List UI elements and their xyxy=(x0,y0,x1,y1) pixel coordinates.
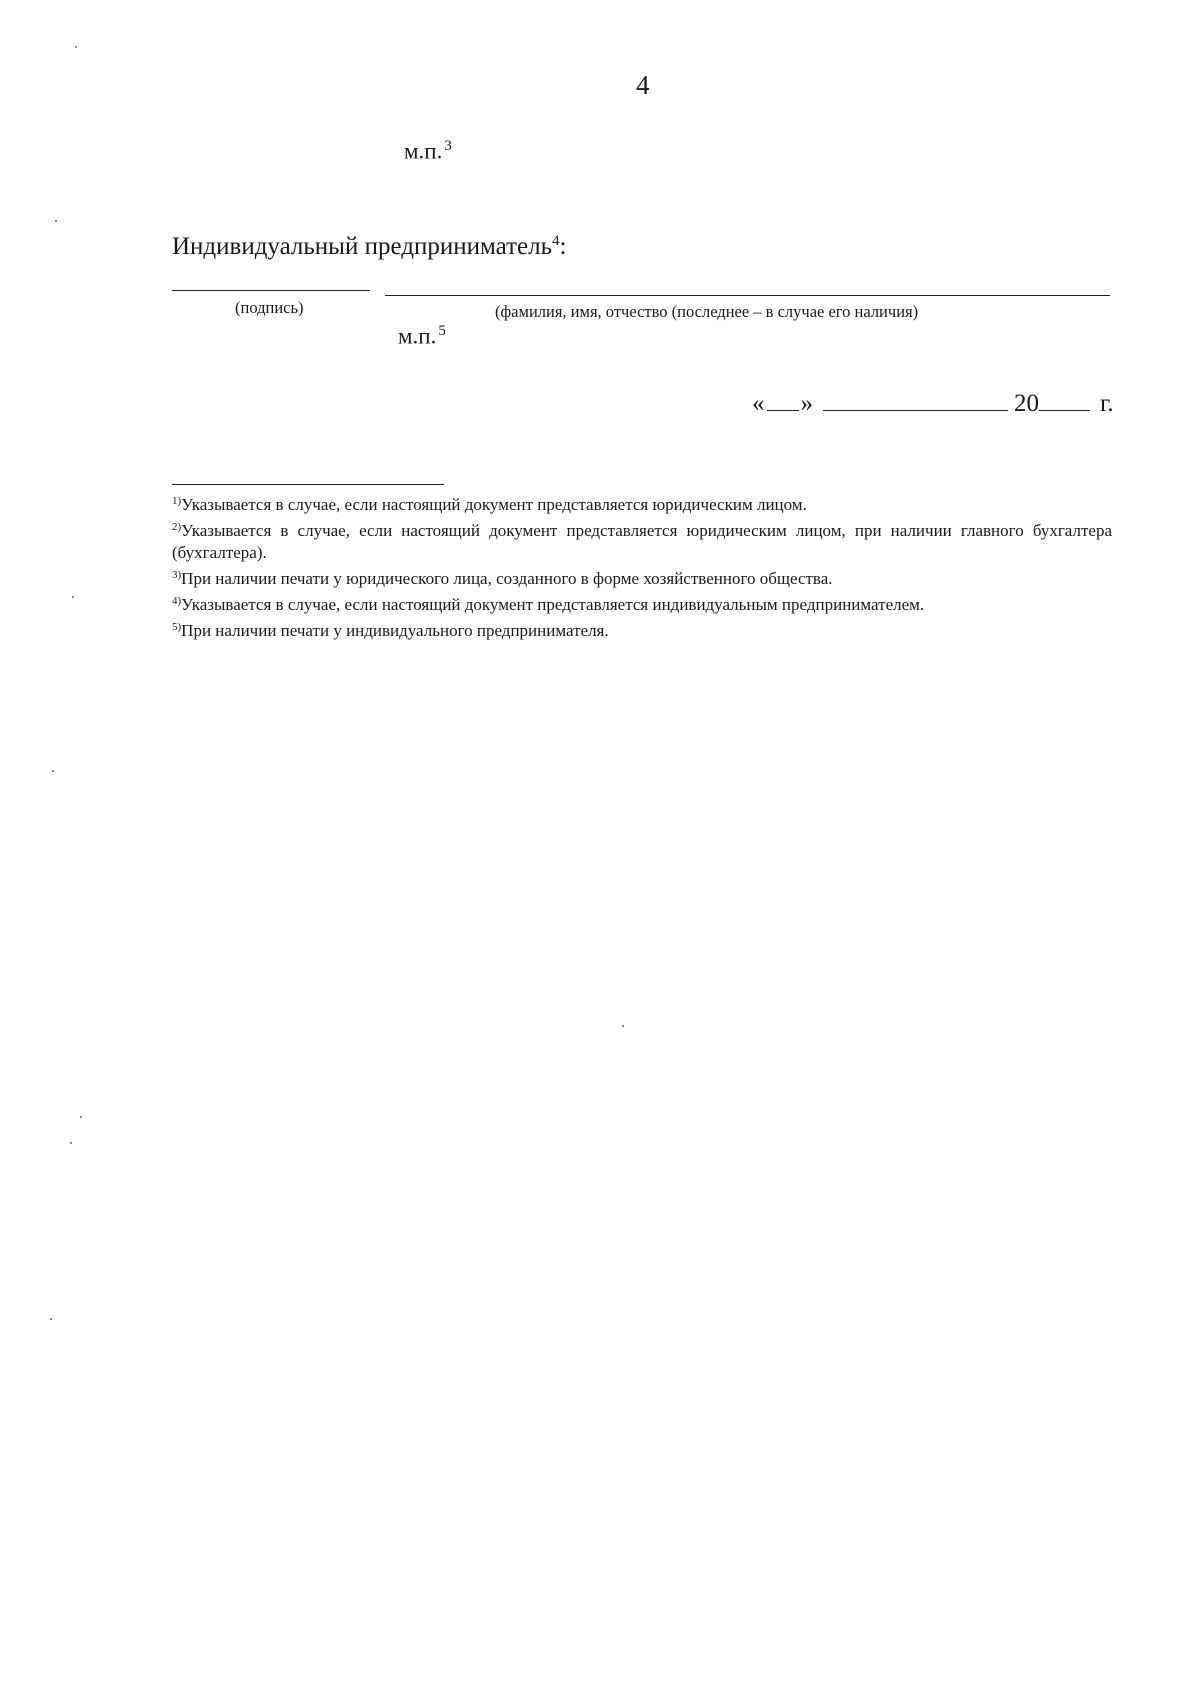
full-name-line xyxy=(385,295,1110,296)
stamp-place-legal-entity xyxy=(404,138,452,164)
year-blank xyxy=(1039,409,1090,411)
scan-speck xyxy=(70,1142,72,1144)
footnote-3 xyxy=(172,564,1112,590)
footnote-ref: 5 xyxy=(438,323,446,339)
footnote-4 xyxy=(172,590,1112,616)
footnote-text: Указывается в случае, если настоящий документ представляется юридическим лицом. xyxy=(181,495,807,515)
heading-text: Индивидуальный предприниматель xyxy=(172,233,552,260)
footnote-text: Указывается в случае, если настоящий документ представляется юридическим лицом, при наличии главного бухгалтера (бухгалтера). xyxy=(172,521,1112,563)
stamp-place-entrepreneur xyxy=(398,323,446,349)
open-quote: « xyxy=(752,390,765,417)
scan-speck xyxy=(50,1318,52,1320)
full-name-caption: (фамилия, имя, отчество (последнее – в случае его наличия) xyxy=(495,302,919,321)
footnote-number: 2) xyxy=(172,521,182,534)
date-line xyxy=(752,390,1114,418)
footnote-number: 3) xyxy=(172,569,182,582)
footnote-ref: 3 xyxy=(444,138,452,154)
signature-caption: (подпись) xyxy=(235,298,304,317)
footnote-text: При наличии печати у индивидуального предпринимателя. xyxy=(181,621,609,641)
day-blank xyxy=(767,409,799,411)
footnote-number: 1) xyxy=(172,495,182,507)
stamp-label: м.п. xyxy=(404,138,443,164)
footnote-number: 4) xyxy=(172,595,182,608)
scan-speck xyxy=(80,1116,82,1118)
scan-speck xyxy=(52,770,54,772)
year-suffix: г. xyxy=(1100,390,1114,417)
footnote-ref: 4 xyxy=(551,233,560,249)
footnote-separator xyxy=(172,484,444,485)
heading-colon: : xyxy=(559,233,567,260)
footnote-1 xyxy=(172,490,1112,516)
page-number: 4 xyxy=(636,70,650,100)
footnote-number: 5) xyxy=(172,621,182,634)
stamp-label: м.п. xyxy=(398,323,437,349)
scan-speck xyxy=(75,46,77,48)
scan-speck xyxy=(55,220,57,222)
month-blank xyxy=(823,409,1008,411)
scan-speck xyxy=(72,596,74,598)
signature-line xyxy=(172,290,370,291)
footnote-5 xyxy=(172,616,1112,642)
footnote-text: При наличии печати у юридического лица, созданного в форме хозяйственного общества. xyxy=(181,569,833,589)
century: 20 xyxy=(1014,390,1039,417)
footnotes xyxy=(172,490,1112,642)
entrepreneur-heading xyxy=(172,233,566,261)
footnote-2 xyxy=(172,516,1112,564)
close-quote: » xyxy=(800,390,813,417)
footnote-text: Указывается в случае, если настоящий документ представляется индивидуальным предпринимателем. xyxy=(181,595,925,615)
scan-speck xyxy=(622,1025,624,1027)
